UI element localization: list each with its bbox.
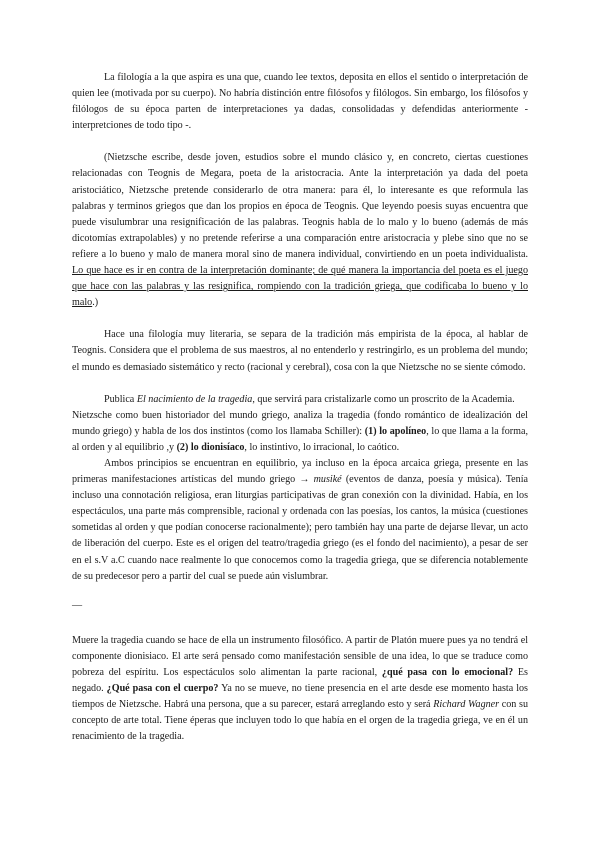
section-separator: — (72, 599, 83, 611)
paragraph-teognis (72, 150, 528, 311)
paragraph-muere-tragedia (72, 633, 528, 746)
question-cuerpo: ¿Qué pasa con el cuerpo? (106, 683, 219, 694)
muere-text-end: con su concepto de arte total. Tiene éperas que incluyen todo lo que había en el orgen de la tragedia griega, ve en él un renacimiento de la tragedia. (72, 699, 528, 743)
teognis-text: (Nietzsche escribe, desde joven, estudios sobre el mundo clásico y, en concreto, ciertas cuestiones relacionadas con Teognis de Megara, poeta de la aristocracia. Ante la interpretación ya dada del poeta aristociático, Nietzsche pretende considerarlo de otra manera: para él, lo interesante es que reformula las palabras y terminos griegos que dan los propios en época de Teognis. Que leyendo poesis suyas encuentra que puede visulumbrar una resignificación de las palabras. Teognis habla de lo malo y lo bueno (además de más dicotomías extrapolables) y no pretende referirse a una comparación entre aristocracia y plebe sino que no se refiere a lo bueno y malo de manera moral sino de manera individual, convirtiendo en un poeta individualista. (72, 152, 528, 260)
muere-text: Muere la tragedia cuando se hace de ella un instrumento filosófico. A partir de Platón muere pues ya no tendrá el componente dionisiaco. El arte será pensado como manifestación sensible de una idea, lo que se traduce como pobreza del espíritu. Los espectáculos solo alimentan la parte racional, (72, 634, 528, 678)
muere-text-2: Es negado. (72, 666, 528, 694)
document-page (72, 70, 528, 745)
instintos-text-mid: , lo que llama a la forma, al orden y al equilibrio ,y (72, 425, 528, 453)
paragraph-filologia-literaria: Hace una filología muy literaria, se separa de la tradición más empirista de la época, al hablar de Teognis. Considera que el problema de sus maestros, al no entenderlo y restringirlo, es un problema del mundo; el mundo es demasiado sistemático y recto (racional y cerebral), cosa con la que Nietzsche no se siente cómodo. (72, 329, 528, 373)
paragraph-filologia: La filología a la que aspira es una que, cuando lee textos, deposita en ellos el sentido o interpretación de quien lee (motivada por su cuerpo). No habría distinción entre filósofos y filólogos. Sin embargo, los filósofos y filólogos de su época parten de interpretaciones ya dadas, consolidadas y defendidas anteriormente - interpretciones de todo tipo -. (72, 72, 528, 132)
instintos-text-end: , lo instintivo, lo irracional, lo caótico. (244, 441, 400, 453)
publica-text-end: , que servirá para cristalizarle como un proscrito de la Academia. (252, 393, 515, 405)
publica-text: Publica (104, 393, 137, 405)
paragraph-equilibrio (72, 456, 528, 585)
paragraph-publica (72, 392, 528, 408)
equilibrio-text: Ambos principios se encuentran en equilibrio, ya incluso en la época arcaica griega, presente en las primeras manifestaciones artísticas del mundo griego → (72, 457, 528, 486)
teognis-underlined-text: Lo que hace es ir en contra de la interpretación dominante; de qué manera la importancia del poeta es el juego que hace con las palabras y las resignifica, rompiendo con la tradición griega, que codificaba lo bueno y lo malo (72, 265, 528, 309)
apolineo-term: (1) lo apolíneo (364, 425, 427, 437)
musike-term: musiké (313, 474, 342, 486)
paragraph-instintos (72, 408, 528, 456)
question-emocional: ¿qué pasa con lo emocional? (381, 666, 514, 678)
equilibrio-text-end: (eventos de danza, poesía y música). Tenía incluso una connotación religiosa, eran liturgias participativas de gran conexión con la divinidad. Había, en los espectáculos, una parte más comprensible, racional y ordenada con las poesías, los cantos, la música (cuestiones sometidas al orden y que podían conocerse racionalmente); pero también hay una parte de dejarse llevar, un acto de liberación del cuerpo. Este es el origen del teatro/tragedia griego (es el fondo del nacimiento), a pesar de ser en el s.V a.C cuando nace realmente lo que conocemos como la tragedia griega, que se diferencia notablemente de su predecesor pero a partir del cual se puede aún vislumbrar. (72, 474, 528, 582)
wagner-name: Richard Wagner (433, 699, 500, 711)
teognis-closing: .) (92, 297, 99, 309)
book-title: El nacimiento de la tragedia (136, 393, 253, 405)
dionisiaco-term: (2) lo dionisíaco (176, 441, 245, 453)
instintos-text: Nietzsche como buen historiador del mundo griego, analiza la tragedia (fondo romántico de idealización del mundo griego) y habla de los dos instintos (como los llamaba Schiller): (72, 409, 528, 437)
muere-text-3: Ya no se mueve, no tiene presencia en el arte desde ese momento hasta los tiempos de Nietzsche. Habrá una persona, que a su parecer, estará arreglando esto y será (72, 683, 528, 711)
